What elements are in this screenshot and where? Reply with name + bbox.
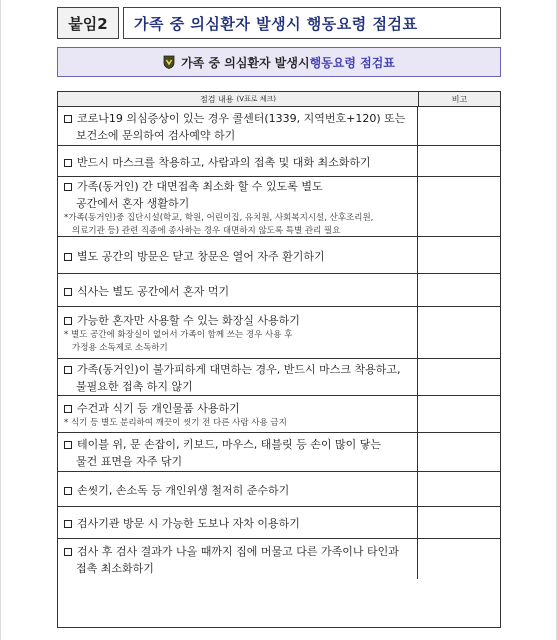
note-cell[interactable] (418, 507, 500, 538)
checkbox-icon[interactable] (64, 253, 72, 261)
checkbox-icon[interactable] (64, 366, 72, 374)
note-cell[interactable] (418, 539, 500, 579)
note-cell[interactable] (418, 237, 500, 273)
check-item-line: 식사는 별도 공간에서 혼자 먹기 (77, 284, 230, 298)
document-header (57, 7, 501, 39)
check-item-text (64, 543, 413, 560)
banner-text-main: 가족 중 의심환자 발생시 (181, 55, 310, 70)
note-cell[interactable] (418, 146, 500, 176)
table-row (58, 472, 500, 507)
table-row (58, 177, 500, 237)
note-cell[interactable] (418, 472, 500, 506)
document-title: 가족 중 의심환자 발생시 행동요령 점검표 (123, 7, 501, 39)
checkbox-icon[interactable] (64, 115, 72, 123)
check-item (58, 539, 418, 579)
table-header (58, 92, 500, 107)
check-item-line: 손씻기, 손소독 등 개인위생 철저히 준수하기 (77, 483, 290, 497)
check-item-text (64, 482, 413, 499)
check-item-line: 검사기관 방문 시 가능한 도보나 자차 이용하기 (77, 517, 300, 530)
table-row (58, 237, 500, 274)
check-item-line: 물건 표면을 자주 닦기 (76, 455, 183, 468)
check-item (58, 177, 418, 236)
check-item-text (64, 361, 413, 378)
checkbox-icon[interactable] (64, 183, 72, 191)
check-item (58, 107, 418, 145)
table-row (58, 274, 500, 307)
table-row (58, 359, 500, 396)
table-row (58, 539, 500, 579)
check-item-text (64, 110, 413, 127)
header-content (58, 92, 419, 106)
checkbox-icon[interactable] (64, 405, 72, 413)
check-item (58, 307, 418, 358)
check-item-text (64, 178, 413, 195)
check-item-line: 수건과 식기 등 개인물품 사용하기 (77, 402, 240, 415)
check-item-line: 테이블 위, 문 손잡이, 키보드, 마우스, 태블릿 등 손이 많이 닿는 (77, 438, 381, 451)
check-item-note: * 식기 등 별도 분리하여 깨끗이 씻기 전 다른 사람 사용 금지 (64, 418, 287, 428)
check-item-text (64, 127, 413, 144)
check-item (58, 472, 418, 506)
check-item-text (64, 453, 413, 470)
note-cell[interactable] (418, 433, 500, 471)
note-cell[interactable] (418, 307, 500, 358)
checkbox-icon[interactable] (64, 487, 72, 495)
check-item-line: 접촉 최소화하기 (76, 562, 154, 575)
table-row (58, 507, 500, 539)
check-item-text (64, 312, 413, 329)
checkbox-icon[interactable] (64, 317, 72, 325)
check-item-text (64, 154, 413, 171)
note-cell[interactable] (418, 274, 500, 306)
check-item-note: * 별도 공간에 화장실이 없어서 가족이 함께 쓰는 경우 사용 후 (64, 330, 293, 340)
checkbox-icon[interactable] (64, 288, 72, 296)
note-cell[interactable] (418, 177, 500, 236)
check-item-text (64, 560, 413, 577)
check-item-line: 가능한 혼자만 사용할 수 있는 화장실 사용하기 (77, 314, 300, 327)
check-item-line: 보건소에 문의하여 검사예약 하기 (76, 129, 236, 142)
check-item-text (64, 436, 413, 453)
checkbox-icon[interactable] (64, 520, 72, 528)
check-item-line: 반드시 마스크를 착용하고, 사람과의 접촉 및 대화 최소화하기 (77, 155, 371, 169)
header-content-hint: (V표로 체크) (236, 95, 276, 103)
check-item-text (64, 283, 413, 300)
header-note: 비고 (451, 94, 468, 104)
check-item (58, 237, 418, 273)
checkbox-icon[interactable] (64, 159, 72, 167)
note-cell[interactable] (418, 107, 500, 145)
shield-check-icon (163, 55, 175, 69)
check-item-text (64, 378, 413, 395)
check-item-note: *가족(동거인)중 집단시설(학교, 학원, 어린이집, 유치원, 사회복지시설, 산후조리원, (64, 212, 374, 223)
checklist-banner (57, 47, 501, 77)
check-item (58, 146, 418, 176)
banner-text-accent: 행동요령 점검표 (309, 55, 395, 70)
header-content-label: 점검 내용 (200, 94, 234, 104)
note-cell[interactable] (418, 359, 500, 395)
check-item (58, 274, 418, 306)
check-item-line: 코로나19 의심증상이 있는 경우 콜센터(1339, 지역번호+120) 또는 (77, 112, 406, 125)
table-row (58, 307, 500, 359)
check-item (58, 507, 418, 538)
check-item-text (64, 515, 413, 532)
note-cell[interactable] (418, 396, 500, 432)
table-row (58, 396, 500, 433)
check-item-line: 별도 공간의 방문은 닫고 창문은 열어 자주 환기하기 (77, 249, 325, 263)
table-row (58, 146, 500, 177)
check-item-text (64, 195, 413, 212)
check-item-note: 의료기관 등) 관련 직종에 종사하는 경우 대면하지 않도록 특별 관리 필요 (72, 225, 341, 236)
check-item-text (64, 248, 413, 265)
check-item-line: 공간에서 혼자 생활하기 (76, 196, 190, 210)
check-item-line: 검사 후 검사 결과가 나올 때까지 집에 머물고 다른 가족이나 타인과 (77, 545, 399, 558)
check-item (58, 433, 418, 471)
check-item-text (64, 400, 413, 417)
checkbox-icon[interactable] (64, 441, 72, 449)
check-item-note: 가정용 소독제로 소독하기 (72, 343, 168, 353)
checkbox-icon[interactable] (64, 548, 72, 556)
attachment-tag: 붙임2 (57, 7, 119, 39)
check-item-line: 가족(동거인)이 불가피하게 대면하는 경우, 반드시 마스크 착용하고, (77, 363, 401, 376)
table-row (58, 433, 500, 472)
checklist-table (57, 91, 501, 628)
check-item (58, 396, 418, 432)
check-item-line: 불필요한 접촉 하지 않기 (76, 380, 193, 393)
check-item (58, 359, 418, 395)
table-row (58, 107, 500, 146)
check-item-line: 가족(동거인) 간 대면접촉 최소화 할 수 있도록 별도 (77, 179, 323, 193)
